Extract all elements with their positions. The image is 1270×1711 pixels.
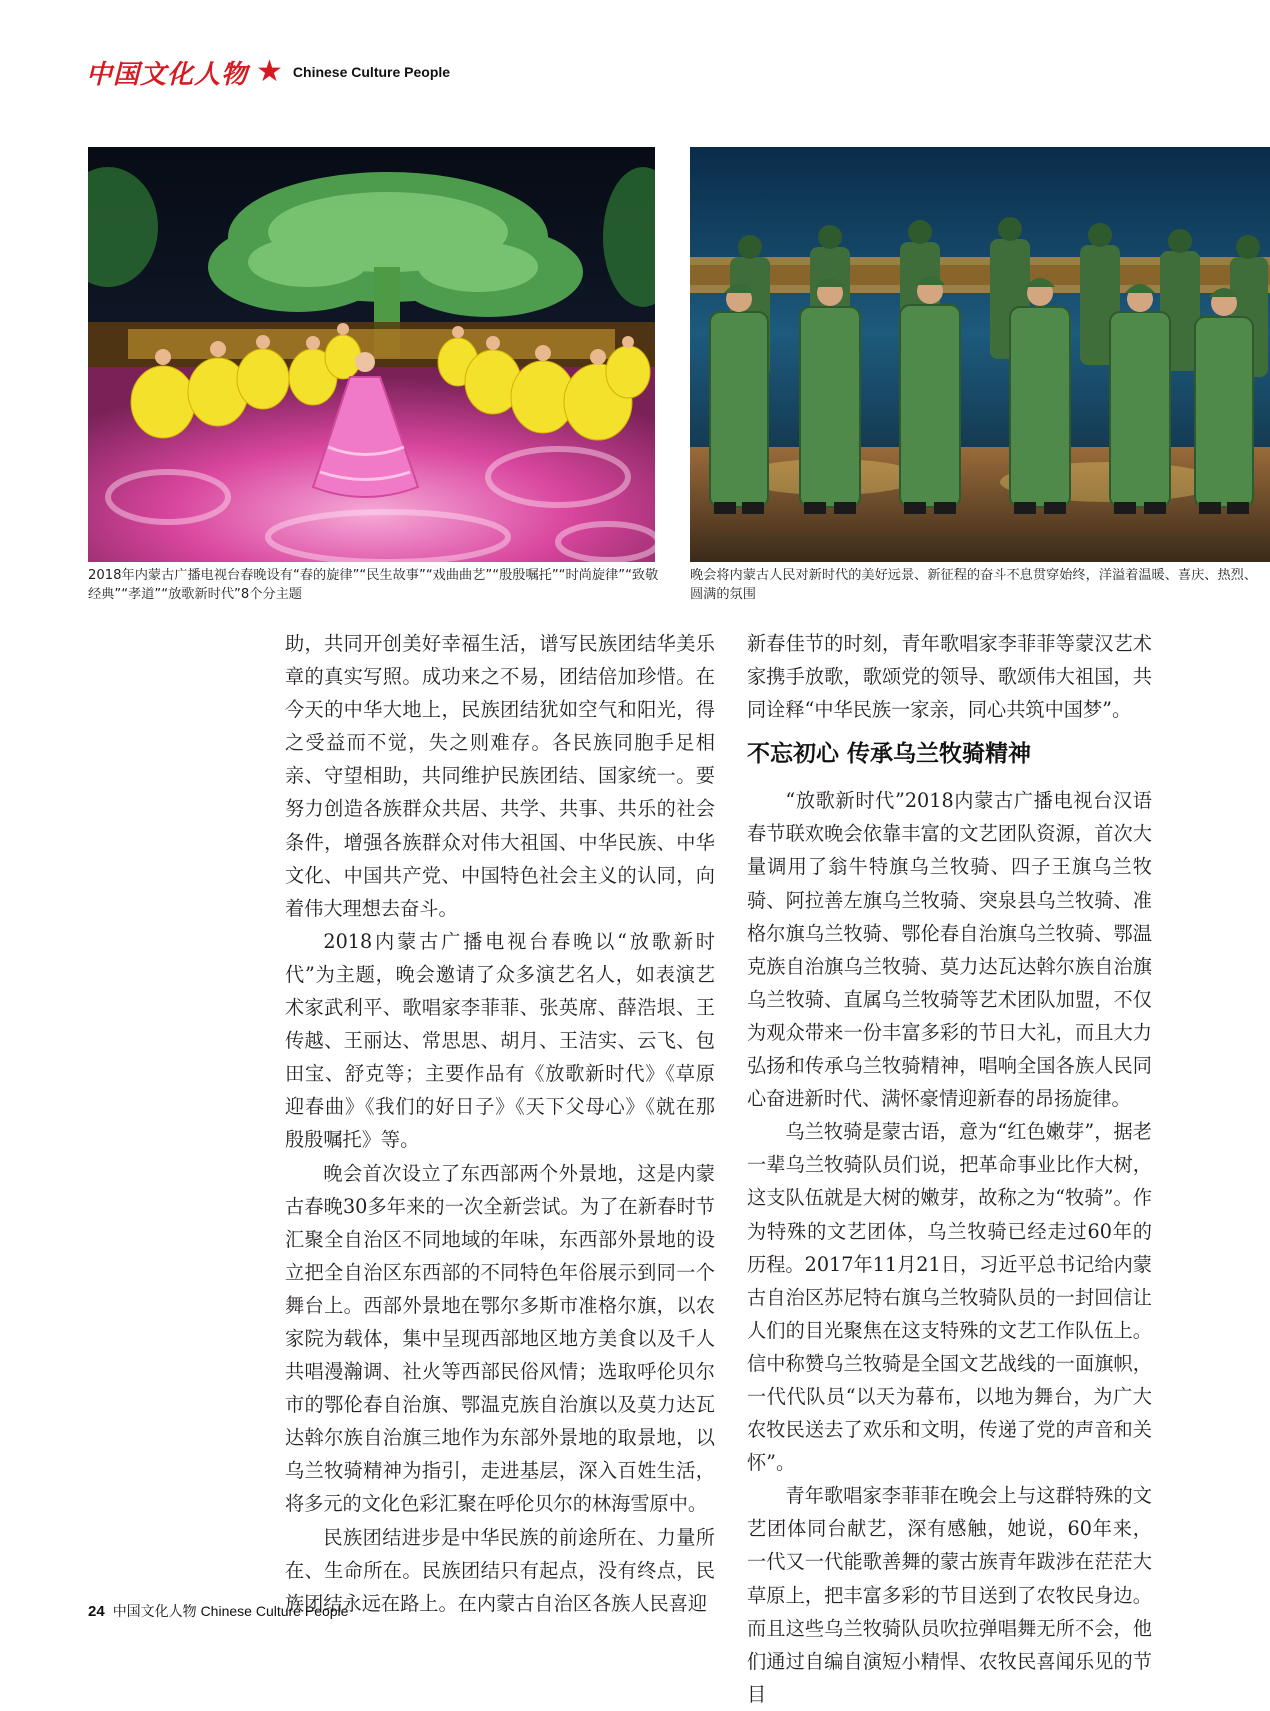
paragraph: 民族团结进步是中华民族的前途所在、力量所在、生命所在。民族团结只有起点，没有终点，民族团结永远在路上。在内蒙古自治区各族人民喜迎 <box>285 1525 715 1615</box>
paragraph: 乌兰牧骑是蒙古语，意为“红色嫩芽”，据老一辈乌兰牧骑队员们说，把革命事业比作大树，这支队伍就是大树的嫩芽，故称之为“牧骑”。作为特殊的文艺团体，乌兰牧骑已经走过60年的历程。2017年11月21日，习近平总书记给内蒙古自治区苏尼特右旗乌兰牧骑队员的一封回信让人们的目光聚焦在这支特殊的文艺工作队伍上。信中称赞乌兰牧骑是全国文艺战线的一面旗帜，一代代队员“以天为幕布，以地为舞台，为广大农牧民送去了欢乐和文明，传递了党的声音和关怀”。 <box>747 1120 1152 1475</box>
page-footer <box>88 1601 348 1621</box>
section-heading: 不忘初心 传承乌兰牧骑精神 <box>747 741 1032 768</box>
paragraph: 青年歌唱家李菲菲在晚会上与这群特殊的文艺团体同台献艺，深有感触，她说，60年来，一代又一代能歌善舞的蒙古族青年跋涉在茫茫大草原上，把丰富多彩的节目送到了农牧民身边。而且这些乌兰牧骑队员吹拉弹唱舞无所不会，他们通过自编自演短小精悍、农牧民喜闻乐见的节目 <box>747 1484 1152 1706</box>
paragraph: 晚会首次设立了东西部两个外景地，这是内蒙古春晚30多年来的一次全新尝试。为了在新春时节汇聚全自治区不同地域的年味，东西部外景地的设立把全自治区东西部的不同特色年俗展示到同一个舞台上。西部外景地在鄂尔多斯市准格尔旗，以农家院为载体，集中呈现西部地区地方美食以及千人共唱漫瀚调、社火等西部民俗风情；选取呼伦贝尔市的鄂伦春自治旗、鄂温克族自治旗以及莫力达瓦达斡尔族自治旗三地作为东部外景地的取景地，以乌兰牧骑精神为指引，走进基层，深入百姓生活，将多元的文化色彩汇聚在呼伦贝尔的林海雪原中。 <box>285 1161 715 1516</box>
article-column-right <box>747 627 1152 1711</box>
star-icon: ★ <box>256 54 283 89</box>
brand-en: Chinese Culture People <box>292 64 451 80</box>
paragraph: “放歌新时代”2018内蒙古广播电视台汉语春节联欢晚会依靠丰富的文艺团队资源，首次大量调用了翁牛特旗乌兰牧骑、四子王旗乌兰牧骑、阿拉善左旗乌兰牧骑、突泉县乌兰牧骑、准格尔旗乌兰牧骑、鄂伦春自治旗乌兰牧骑、鄂温克族自治旗乌兰牧骑、莫力达瓦达斡尔族自治旗乌兰牧骑、直属乌兰牧骑等艺术团队加盟，不仅为观众带来一份丰富多彩的节日大礼，而且大力弘扬和传承乌兰牧骑精神，唱响全国各族人民同心奋进新时代、满怀豪情迎新春的昂扬旋律。 <box>747 789 1152 1111</box>
paragraph: 2018内蒙古广播电视台春晚以“放歌新时代”为主题，晚会邀请了众多演艺名人，如表演艺术家武利平、歌唱家李菲菲、张英席、薛浩垠、王传越、王丽达、常思思、胡月、王洁实、云飞、包田宝、舒克等；主要作品有《放歌新时代》《草原迎春曲》《我们的好日子》《天下父母心》《就在那殷殷嘱托》等。 <box>285 929 715 1152</box>
page-number: 24 <box>88 1603 105 1620</box>
caption-right: 晚会将内蒙古人民对新时代的美好远景、新征程的奋斗不息贯穿始终，洋溢着温暖、喜庆、热烈、圆满的氛围 <box>690 568 1258 602</box>
photo-soldiers <box>690 147 1270 562</box>
article-column-left <box>285 627 715 1620</box>
photo-dancers <box>88 147 655 562</box>
paragraph: 助，共同开创美好幸福生活，谱写民族团结华美乐章的真实写照。成功来之不易，团结倍加珍惜。在今天的中华大地上，民族团结犹如空气和阳光，得之受益而不觉，失之则难存。各民族同胞手足相亲、守望相助，共同维护民族团结、国家统一。要努力创造各族群众共居、共学、共事、共乐的社会条件，增强各族群众对伟大祖国、中华民族、中华文化、中国共产党、中国特色社会主义的认同，向着伟大理想去奋斗。 <box>285 632 715 920</box>
masthead <box>86 54 450 90</box>
paragraph: 新春佳节的时刻，青年歌唱家李菲菲等蒙汉艺术家携手放歌，歌颂党的领导、歌颂伟大祖国，共同诠释“中华民族一家亲，同心共筑中国梦”。 <box>747 632 1152 722</box>
publication-name: 中国文化人物 Chinese Culture People <box>112 1603 349 1619</box>
brand-cn: 中国文化人物 <box>86 59 249 90</box>
caption-left: 2018年内蒙古广播电视台春晚设有“春的旋律”“民生故事”“戏曲曲艺”“殷殷嘱托”“时尚旋律”“致敬经典”“孝道”“放歌新时代”8个分主题 <box>88 568 659 602</box>
